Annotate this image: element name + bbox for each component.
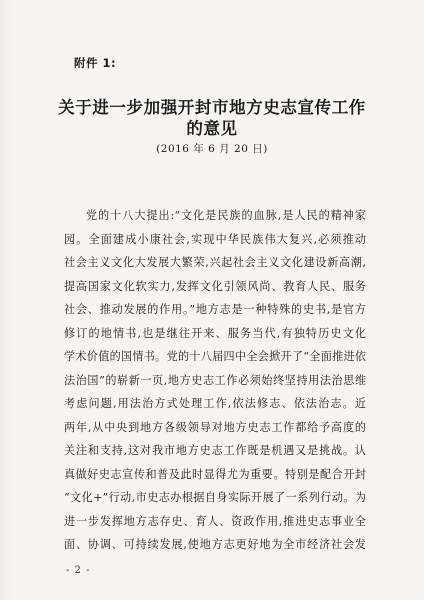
document-title-line-2: 的意见 xyxy=(186,119,238,138)
attachment-label: 附件 1: xyxy=(74,56,117,70)
document-title-line-1: 关于进一步加强开封市地方史志宣传工作 xyxy=(58,98,366,117)
body-line: 进一步发挥地方志存史、育人、资政作用,推进史志事业全 xyxy=(64,514,366,528)
body-line: 两年,从中央到地方各级领导对地方史志工作都给予高度的 xyxy=(64,420,366,434)
body-line: 社会主义文化大发展大繁荣,兴起社会主义文化建设新高潮, xyxy=(64,256,366,269)
body-line: 园。全面建成小康社会,实现中华民族伟大复兴,必须推动 xyxy=(64,232,366,246)
body-line: 社会、推动发展的作用。”地方志是一种特殊的史书,是官方 xyxy=(64,303,366,316)
body-line: “文化+”行动,市史志办根据自身实际开展了一系列行动。为 xyxy=(64,491,366,504)
page-number: - 2 - xyxy=(66,565,91,576)
body-line: 修订的地情书,也是继往开来、服务当代,有独特历史文化 xyxy=(64,326,366,340)
body-line: 真做好史志宣传和普及此时显得尤为重要。特别是配合开封 xyxy=(64,467,366,481)
body-line: 面、协调、可持续发展,使地方志更好地为全市经济社会发 xyxy=(64,538,366,551)
document-date: (2016 年 6 月 20 日) xyxy=(156,143,268,155)
body-line: 提高国家文化软实力,发挥文化引领风尚、教育人民、服务 xyxy=(64,279,366,293)
body-line: 法治国”的崭新一页,地方史志工作必须始终坚持用法治思维 xyxy=(64,373,366,387)
body-line: 学术价值的国情书。党的十八届四中全会掀开了“全面推进依 xyxy=(64,350,366,363)
body-text xyxy=(64,204,366,557)
body-line: 考虑问题,用法治方式处理工作,依法修志、依法治志。近 xyxy=(64,397,366,410)
page-edge-shadow xyxy=(0,0,10,600)
body-line: 党的十八大提出:“文化是民族的血脉,是人民的精神家 xyxy=(86,209,366,222)
body-line: 关注和支持,这对我市地方史志工作既是机遇又是挑战。认 xyxy=(64,444,366,457)
